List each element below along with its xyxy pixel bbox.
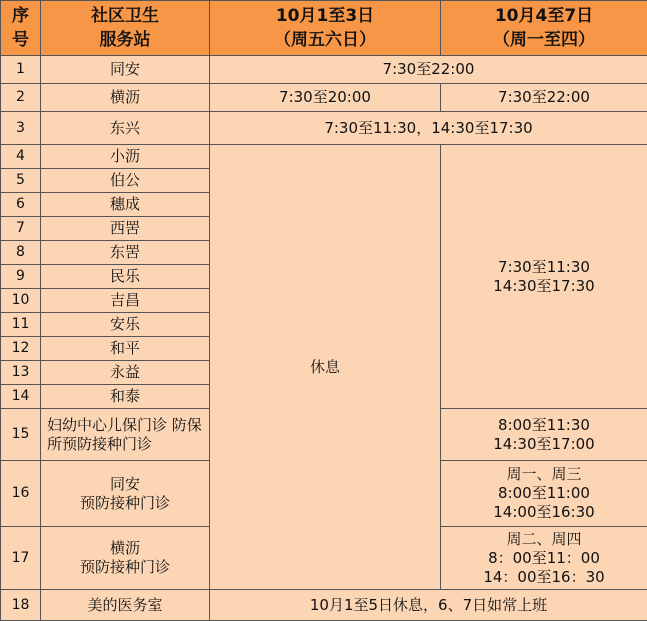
row-index: 5 xyxy=(1,169,41,193)
row-index: 11 xyxy=(1,313,41,337)
row-index: 18 xyxy=(1,590,41,621)
row-index: 1 xyxy=(1,56,41,84)
station-name: 同安 xyxy=(41,56,210,84)
table-row xyxy=(1,590,647,621)
row-index: 9 xyxy=(1,265,41,289)
table-row xyxy=(1,145,647,169)
table-row xyxy=(1,84,647,112)
station-name: 同安 预防接种门诊 xyxy=(41,461,210,527)
station-name: 永益 xyxy=(41,361,210,385)
station-name: 和平 xyxy=(41,337,210,361)
hours-period-2: 8:00至11:30 14:30至17:00 xyxy=(441,409,647,461)
row-index: 16 xyxy=(1,461,41,527)
row-index: 6 xyxy=(1,193,41,217)
station-name: 西罟 xyxy=(41,217,210,241)
table-row xyxy=(1,56,647,84)
rest-merged-cell: 休息 xyxy=(210,145,441,590)
hours-period-2: 周二、周四 8：00至11：00 14：00至16：30 xyxy=(441,527,647,590)
row-index: 3 xyxy=(1,112,41,145)
station-name: 横沥 预防接种门诊 xyxy=(41,527,210,590)
hours-all: 7:30至22:00 xyxy=(210,56,647,84)
station-name: 美的医务室 xyxy=(41,590,210,621)
header-station: 社区卫生 服务站 xyxy=(41,1,210,56)
station-name: 东兴 xyxy=(41,112,210,145)
station-name: 和泰 xyxy=(41,385,210,409)
hours-period-2: 7:30至22:00 xyxy=(441,84,647,112)
header-index: 序 号 xyxy=(1,1,41,56)
row-index: 12 xyxy=(1,337,41,361)
row-index: 14 xyxy=(1,385,41,409)
station-name: 伯公 xyxy=(41,169,210,193)
station-name: 横沥 xyxy=(41,84,210,112)
station-name: 小沥 xyxy=(41,145,210,169)
station-name: 妇幼中心儿保门诊 防保所预防接种门诊 xyxy=(41,409,210,461)
station-name: 安乐 xyxy=(41,313,210,337)
header-period-2: 10月4至7日 （周一至四） xyxy=(441,1,647,56)
hours-period-2: 周一、周三 8:00至11:00 14:00至16:30 xyxy=(441,461,647,527)
row-index: 10 xyxy=(1,289,41,313)
header-row xyxy=(1,1,647,56)
row-index: 17 xyxy=(1,527,41,590)
hours-period-1: 7:30至20:00 xyxy=(210,84,441,112)
header-period-1: 10月1至3日 （周五六日） xyxy=(210,1,441,56)
station-name: 穗成 xyxy=(41,193,210,217)
row-index: 4 xyxy=(1,145,41,169)
row-index: 15 xyxy=(1,409,41,461)
station-name: 民乐 xyxy=(41,265,210,289)
row-index: 13 xyxy=(1,361,41,385)
hours-all: 7:30至11:30，14:30至17:30 xyxy=(210,112,647,145)
row-index: 8 xyxy=(1,241,41,265)
table-row xyxy=(1,112,647,145)
hours-all: 10月1至5日休息，6、7日如常上班 xyxy=(210,590,647,621)
row-index: 7 xyxy=(1,217,41,241)
hours-merged-4-14: 7:30至11:30 14:30至17:30 xyxy=(441,145,647,409)
row-index: 2 xyxy=(1,84,41,112)
station-name: 吉昌 xyxy=(41,289,210,313)
station-name: 东罟 xyxy=(41,241,210,265)
